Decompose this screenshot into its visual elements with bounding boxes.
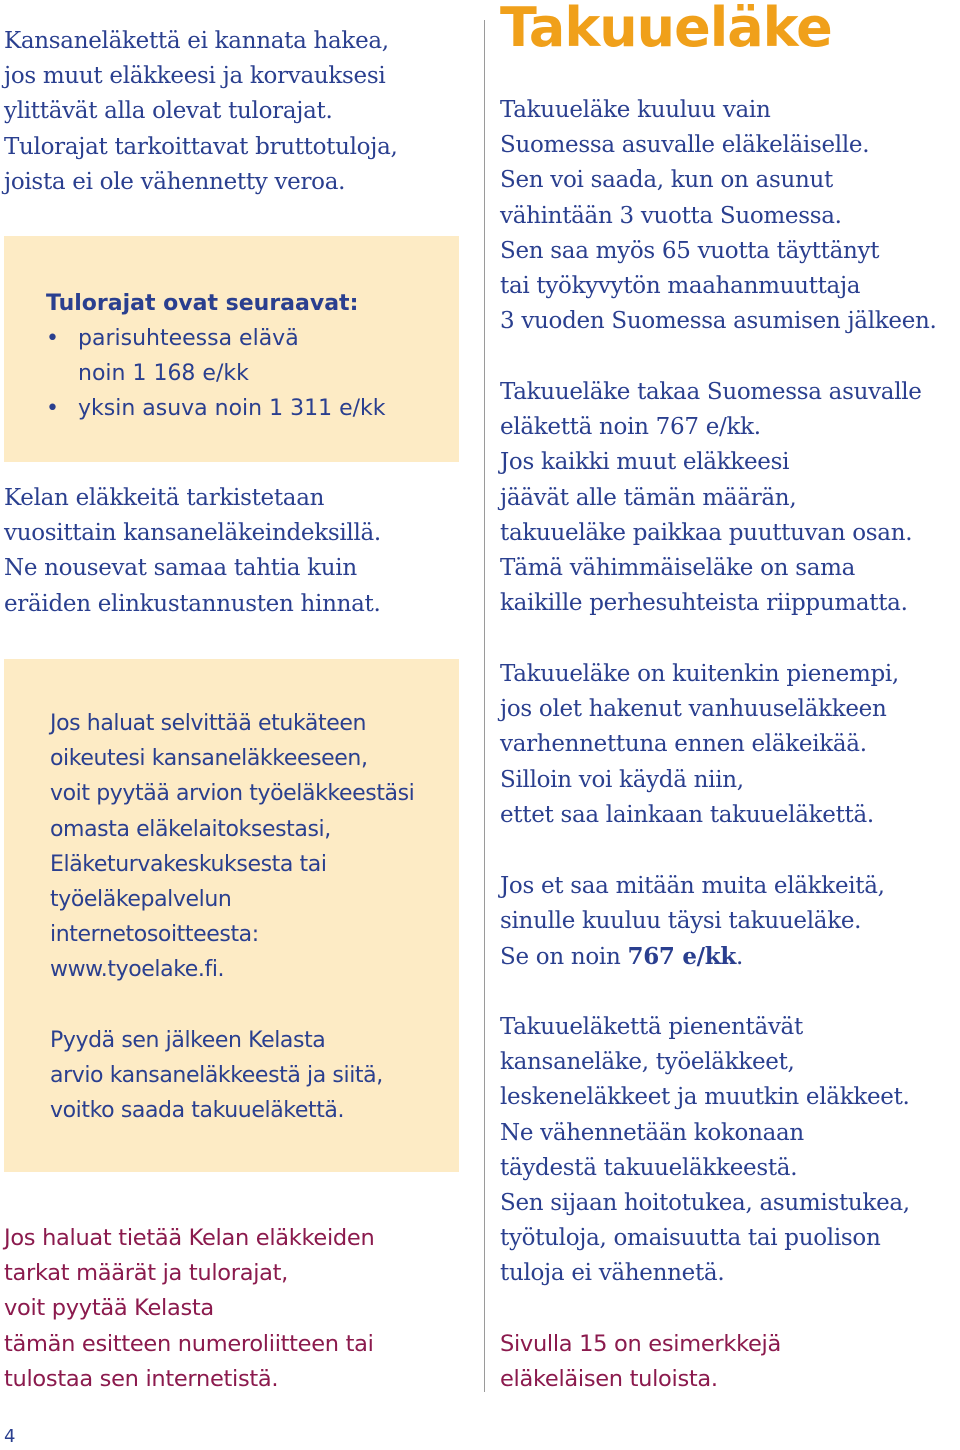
list-item-continuation <box>46 356 386 391</box>
text-line: vuosittain kansaneläkeindeksillä. <box>4 520 381 547</box>
text-line: tämän esitteen numeroliitteen tai <box>4 1330 374 1357</box>
text-line: Jos haluat tietää Kelan eläkkeiden <box>4 1225 375 1251</box>
text-line: työtuloja, omaisuutta tai puolison <box>500 1225 881 1252</box>
list-item-label: yksin asuva noin 1 311 e/kk <box>78 396 386 421</box>
text-line: vähintään 3 vuotta Suomessa. <box>500 202 842 229</box>
text-line: Pyydä sen jälkeen Kelasta <box>50 1027 326 1053</box>
text-line: Takuueläke kuuluu vain <box>500 97 771 123</box>
examples-note <box>500 1327 781 1397</box>
info-box <box>4 659 459 1172</box>
text-line: arvio kansaneläkkeestä ja siitä, <box>50 1062 383 1088</box>
text-line: Sen saa myös 65 vuotta täyttänyt <box>500 237 880 264</box>
page-title: Takuueläke <box>500 0 832 59</box>
amount-line <box>500 939 885 975</box>
amount-value: 767 e/kk <box>627 943 737 971</box>
full-pension-paragraph <box>500 869 885 976</box>
column-divider <box>484 20 485 1392</box>
text-line: joista ei ole vähennetty veroa. <box>4 168 346 195</box>
list-item-label: parisuhteessa elävä <box>78 326 299 351</box>
text-line: Ne vähennetään kokonaan <box>500 1119 804 1146</box>
text-line: työeläkepalvelun <box>50 887 232 913</box>
text-line: Tulorajat tarkoittavat bruttotuloja, <box>4 133 398 160</box>
page-number: 4 <box>4 1426 16 1447</box>
text-line: Kelan eläkkeitä tarkistetaan <box>4 485 325 511</box>
text-line: sinulle kuuluu täysi takuueläke. <box>500 908 862 935</box>
text-line: voitko saada takuueläkettä. <box>50 1098 345 1124</box>
income-limits-heading: Tulorajat ovat seuraavat: <box>46 291 359 316</box>
text-line: Jos et saa mitään muita eläkkeitä, <box>500 873 885 899</box>
text-line: Takuueläke on kuitenkin pienempi, <box>500 661 899 687</box>
list-item <box>46 391 386 426</box>
text-line: tuloja ei vähennetä. <box>500 1260 725 1287</box>
income-limits-box <box>4 236 459 462</box>
text-line: Jos kaikki muut eläkkeesi <box>500 449 790 476</box>
text-line: eläkeläisen tuloista. <box>500 1366 718 1393</box>
text-line: Takuueläkettä pienentävät <box>500 1014 803 1040</box>
amount-suffix: . <box>736 944 744 971</box>
text-line: varhennettuna ennen eläkeikää. <box>500 731 867 758</box>
text-line: täydestä takuueläkkeestä. <box>500 1154 798 1181</box>
closing-note <box>4 1221 374 1397</box>
text-line: oikeutesi kansaneläkkeeseen, <box>50 746 368 772</box>
bullet-icon: • <box>46 396 59 421</box>
text-line: jos olet hakenut vanhuuseläkkeen <box>500 696 887 723</box>
text-line: internetosoitteesta: <box>50 922 259 948</box>
bullet-icon: • <box>46 326 59 351</box>
text-line: Silloin voi käydä niin, <box>500 766 744 793</box>
text-line: leskeneläkkeet ja muutkin eläkkeet. <box>500 1084 910 1111</box>
text-line: jäävät alle tämän määrän, <box>500 484 797 511</box>
text-line: Ne nousevat samaa tahtia kuin <box>4 555 357 582</box>
text-line: ylittävät alla olevat tulorajat. <box>4 98 333 125</box>
text-line: jos muut eläkkeesi ja korvauksesi <box>4 63 386 90</box>
text-line: Sen voi saada, kun on asunut <box>500 167 833 194</box>
list-item-label: noin 1 168 e/kk <box>78 361 249 386</box>
text-line: Sivulla 15 on esimerkkejä <box>500 1331 781 1357</box>
text-line: Tämä vähimmäiseläke on sama <box>500 555 856 582</box>
text-line: omasta eläkelaitoksestasi, <box>50 816 331 842</box>
website-link[interactable]: www.tyoelake.fi. <box>50 957 225 983</box>
text-line: Sen sijaan hoitotukea, asumistukea, <box>500 1190 910 1217</box>
text-line: Jos haluat selvittää etukäteen <box>50 711 367 736</box>
eligibility-paragraph <box>500 93 937 339</box>
text-line: eläkettä noin 767 e/kk. <box>500 414 761 441</box>
text-line: tai työkyvytön maahanmuuttaja <box>500 273 861 300</box>
index-paragraph <box>4 481 381 622</box>
text-line: eräiden elinkustannusten hinnat. <box>4 590 381 617</box>
text-line: 3 vuoden Suomessa asumisen jälkeen. <box>500 308 937 335</box>
text-line: kaikille perhesuhteista riippumatta. <box>500 590 908 617</box>
amount-prefix: Se on noin <box>500 944 628 971</box>
text-line: Kansaneläkettä ei kannata hakea, <box>4 28 389 54</box>
early-retirement-paragraph <box>500 657 899 833</box>
text-line: tarkat määrät ja tulorajat, <box>4 1260 289 1287</box>
list-item <box>46 321 386 356</box>
text-line: tulostaa sen internetistä. <box>4 1365 279 1392</box>
text-line: Suomessa asuvalle eläkeläiselle. <box>500 132 870 159</box>
text-line: ettet saa lainkaan takuueläkettä. <box>500 801 874 828</box>
reductions-paragraph <box>500 1010 910 1292</box>
intro-paragraph <box>4 24 398 200</box>
text-line: voit pyytää Kelasta <box>4 1295 214 1322</box>
text-line: kansaneläke, työeläkkeet, <box>500 1049 795 1076</box>
text-line: voit pyytää arvion työeläkkeestäsi <box>50 781 415 807</box>
text-line: Eläketurvakeskuksesta tai <box>50 851 327 877</box>
text-line: takuueläke paikkaa puuttuvan osan. <box>500 519 913 546</box>
text-line: Takuueläke takaa Suomessa asuvalle <box>500 379 922 405</box>
guarantee-amount-paragraph <box>500 375 922 621</box>
